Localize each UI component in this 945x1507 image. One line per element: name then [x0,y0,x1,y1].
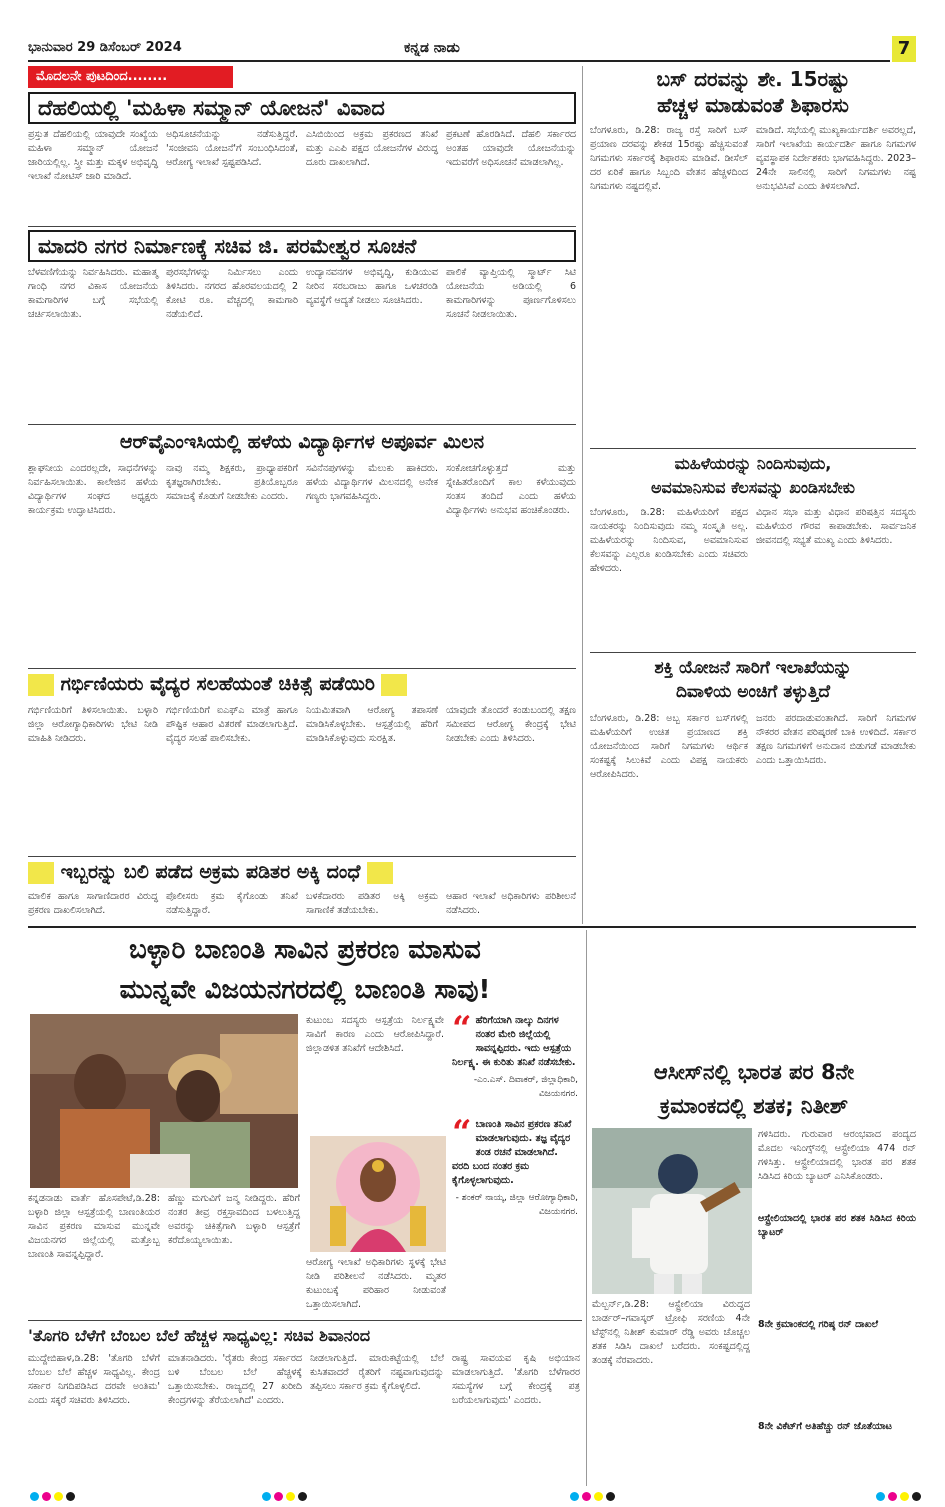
registration-dot [42,1492,51,1501]
registration-dot [570,1492,579,1501]
highlight-marker [28,862,54,884]
article-women-col1: ಬೆಂಗಳೂರು, ಡಿ.28: ಮಹಿಳೆಯರಿಗೆ ಪಕ್ಷದ ನಾಯಕರನ್ನು ನಿಂದಿಸುವುದು ನಮ್ಮ ಸಂಸ್ಕೃತಿ ಅಲ್ಲ. ಮಹಿಳೆಯರನ್ನು ನಿಂದಿಸುವ, ಅವಮಾನಿಸುವ ಕೆಲಸವನ್ನು ಎಲ್ಲರೂ ಖಂಡಿಸಬೇಕು ಎಂದು ಸಚಿವರು ಹೇಳಿದರು. [590,507,748,574]
article-pregnant-col3: ನಿಯಮಿತವಾಗಿ ಆರೋಗ್ಯ ತಪಾಸಣೆ ಮಾಡಿಸಿಕೊಳ್ಳಬೇಕು. ಆಸ್ಪತ್ರೆಯಲ್ಲಿ ಹೆರಿಗೆ ಮಾಡಿಸಿಕೊಳ್ಳುವುದು ಸುರಕ್ಷಿತ. [306,705,438,744]
nitish-subhead-3: 8ನೇ ವಿಕೆಟ್‌ಗೆ ಅತಿಹೆಚ್ಚು ರನ್ ಜೊತೆಯಾಟ [758,1421,892,1432]
article-alumni-col4: ಸಂಕೋಚಗೊಳ್ಳುತ್ತದೆ ಮತ್ತು ಸ್ನೇಹಿತರೊಂದಿಗೆ ಕಾಲ ಕಳೆಯುವುದು ಸಂತಸ ತಂದಿದೆ ಎಂದು ಹಳೆಯ ವಿದ್ಯಾರ್ಥಿಗಳು ಅನುಭವ ಹಂಚಿಕೊಂಡರು. [446,463,576,516]
quote-collector [452,1009,578,1114]
article-rice-col3: ಬಳಕೆದಾರರು ಪಡಿತರ ಅಕ್ಕಿ ಅಕ್ರಮ ಸಾಗಾಣಿಕೆ ತಡೆಯಬೇಕು. [306,891,438,916]
headline-toggari: 'ತೊಗರಿ ಬೆಳೆಗೆ ಬೆಂಬಲ ಬೆಲೆ ಹೆಚ್ಚಳ ಸಾಧ್ಯವಿಲ್ಲ: ಸಚಿವ ಶಿವಾನಂದ [28,1326,371,1345]
headline-rice-box [28,858,576,888]
article-nitish-col2: ಗಳಿಸಿದರು. ಗುರುವಾರ ಆರಂಭವಾದ ಪಂದ್ಯದ ಮೊದಲ ಇನಿಂಗ್ಸ್‌ನಲ್ಲಿ ಆಸ್ಟ್ರೇಲಿಯಾ 474 ರನ್ ಗಳಿಸಿತ್ತು. ಆಸ್ಟ್ರೇಲಿಯಾದಲ್ಲಿ ಭಾರತ ಪರ ಶತಕ ಸಿಡಿಸಿದ ಕಿರಿಯ ಬ್ಯಾಟರ್ ಎನಿಸಿಕೊಂಡರು. [758,1129,916,1182]
highlight-marker [28,674,54,696]
registration-marks-mid [262,1492,307,1501]
quote-health-text: ಬಾಣಂತಿ ಸಾವಿನ ಪ್ರಕರಣ ತನಿಖೆ ಮಾಡಲಾಗುವುದು. ತಜ್ಞ ವೈದ್ಯರ ತಂಡ ರಚನೆ ಮಾಡಲಾಗಿದೆ. ವರದಿ ಬಂದ ನಂತರ ಕ್ರಮ ಕೈಗೊಳ್ಳಲಾಗುವುದು. [452,1119,572,1186]
registration-dot [606,1492,615,1501]
headline-nitish-line2: ಕ್ರಮಾಂಕದಲ್ಲಿ ಶತಕ; ನಿತೀಶ್ [659,1094,849,1118]
headline-bus-line2: ಹೆಚ್ಚಳ ಮಾಡುವಂತೆ ಶಿಫಾರಸು [657,93,849,117]
registration-dot [582,1492,591,1501]
article-nagar-col4: ಪಾಲಿಕೆ ವ್ಯಾಪ್ತಿಯಲ್ಲಿ ಸ್ಮಾರ್ಟ್ ಸಿಟಿ ಯೋಜನೆಯ ಅಡಿಯಲ್ಲಿ 6 ಕಾಮಗಾರಿಗಳನ್ನು ಪೂರ್ಣಗೊಳಿಸಲು ಸೂಚನೆ ನೀಡಲಾಯಿತು. [446,267,576,320]
article-pregnant-col4: ಯಾವುದೇ ತೊಂದರೆ ಕಂಡುಬಂದಲ್ಲಿ ತಕ್ಷಣ ಸಮೀಪದ ಆರೋಗ್ಯ ಕೇಂದ್ರಕ್ಕೆ ಭೇಟಿ ನೀಡಬೇಕು ಎಂದು ತಿಳಿಸಿದರು. [446,705,576,744]
article-delhi-col4: ಪ್ರಕಟಣೆ ಹೊರಡಿಸಿದೆ. ದೆಹಲಿ ಸರ್ಕಾರದ ಅಂತಹ ಯಾವುದೇ ಯೋಜನೆಯನ್ನು ಇದುವರೆಗೆ ಅಧಿಸೂಚನೆ ಮಾಡಲಾಗಿಲ್ಲ. [446,129,576,168]
article-bus-col2: ಮಾಡಿದೆ. ಸಭೆಯಲ್ಲಿ ಮುಖ್ಯಕಾರ್ಯದರ್ಶಿ ಅವರಲ್ಲದೆ, ಸಾರಿಗೆ ಇಲಾಖೆಯ ಕಾರ್ಯದರ್ಶಿ ಹಾಗೂ ನಿಗಮಗಳ ವ್ಯವಸ್ಥಾಪಕ ನಿರ್ದೇಶಕರು ಭಾಗವಹಿಸಿದ್ದರು. 2023–24ನೇ ಸಾಲಿನಲ್ಲಿ ಸಾರಿಗೆ ನಿಗಮಗಳು ನಷ್ಟ ಅನುಭವಿಸಿವೆ ಎಂದು ತಿಳಿಸಲಾಗಿದೆ. [756,125,916,192]
quote-health-officer [452,1113,578,1230]
article-delhi-col1: ಪ್ರಸ್ತುತ ದೆಹಲಿಯಲ್ಲಿ ಯಾವುದೇ ಸಂಖ್ಯೆಯ ಮಹಿಳಾ ಸಮ್ಮಾನ್ ಯೋಜನೆ ಜಾರಿಯಲ್ಲಿಲ್ಲ. ಸ್ತ್ರೀ ಮತ್ತು ಮಕ್ಕಳ ಅಭಿವೃದ್ಧಿ ಇಲಾಖೆ ನೋಟಿಸ್ ಜಾರಿ ಮಾಡಿದೆ. [28,129,158,182]
quote-mark-icon: “ [452,1009,472,1049]
article-nagar-col3: ಉದ್ಯಾನವನಗಳ ಅಭಿವೃದ್ಧಿ, ಕುಡಿಯುವ ನೀರಿನ ಸರಬರಾಜು ಹಾಗೂ ಒಳಚರಂಡಿ ವ್ಯವಸ್ಥೆಗೆ ಆದ್ಯತೆ ನೀಡಲು ಸೂಚಿಸಿದರು. [306,267,438,306]
article-alumni-col1: ಶ್ಲಾಘನೀಯ ಎಂದರಲ್ಲದೇ, ಸಾಧನೆಗಳನ್ನು ನಿರ್ವಹಿಸಲಾಯಿತು. ಕಾಲೇಜಿನ ಹಳೆಯ ವಿದ್ಯಾರ್ಥಿಗಳ ಸಂಘದ ಅಧ್ಯಕ್ಷರು ಕಾರ್ಯಕ್ರಮ ಉದ್ಘಾಟಿಸಿದರು. [28,463,158,516]
article-rice-col2: ಪೊಲೀಸರು ಕ್ರಮ ಕೈಗೊಂಡು ತನಿಖೆ ನಡೆಸುತ್ತಿದ್ದಾರೆ. [166,891,298,916]
registration-dot [888,1492,897,1501]
headline-alumni: ಆರ್‌ವೈಎಂಇಸಿಯಲ್ಲಿ ಹಳೆಯ ವಿದ್ಯಾರ್ಥಿಗಳ ಅಪೂರ್ವ ಮಿಲನ [119,431,485,453]
rule [590,652,916,653]
article-ballari-col1: ಕನ್ನಡನಾಡು ವಾರ್ತೆ ಹೊಸಪೇಟೆ,ಡಿ.28: ಬಳ್ಳಾರಿ ಜಿಲ್ಲಾ ಆಸ್ಪತ್ರೆಯಲ್ಲಿ ಬಾಣಂತಿಯರ ಸಾವಿನ ಪ್ರಕರಣ ಮಾಸುವ ಮುನ್ನವೇ ವಿಜಯನಗರ ಜಿಲ್ಲೆಯಲ್ಲಿ ಮತ್ತೊಬ್ಬ ಬಾಣಂತಿ ಸಾವನ್ನಪ್ಪಿದ್ದಾರೆ. [28,1193,160,1260]
nitish-subhead-2: 8ನೇ ಕ್ರಮಾಂಕದಲ್ಲಿ ಗರಿಷ್ಠ ರನ್ ದಾಖಲೆ [758,1319,879,1330]
masthead: ಕನ್ನಡ ನಾಡು [404,40,460,56]
quote-collector-text: ಹೆರಿಗೆಯಾಗಿ ನಾಲ್ಕು ದಿನಗಳ ನಂತರ ಮೇರಿ ಜಿಲ್ಲೆಯಲ್ಲಿ ಸಾವನ್ನಪ್ಪಿದರು. ಇದು ಆಸ್ಪತ್ರೆಯ ನಿರ್ಲಕ್ಷ್ಯ. ಈ ಕುರಿತು ತನಿಖೆ ನಡೆಸಬೇಕು. [452,1015,576,1068]
highlight-marker [367,862,393,884]
photo-family [30,1014,298,1188]
page-number: 7 [892,36,916,62]
headline-pregnant: ಗರ್ಭಿಣಿಯರು ವೈದ್ಯರ ಸಲಹೆಯಂತೆ ಚಿಕಿತ್ಸೆ ಪಡೆಯಿರಿ [60,673,375,695]
registration-marks-left [30,1492,75,1501]
registration-dot [262,1492,271,1501]
headline-rice: ಇಬ್ಬರನ್ನು ಬಲಿ ಪಡೆದ ಅಕ್ರಮ ಪಡಿತರ ಅಕ್ಕಿ ದಂಧೆ [60,861,361,883]
highlight-marker [381,674,407,696]
photo-portrait [310,1136,446,1252]
nitish-subhead-1: ಆಸ್ಟ್ರೇಲಿಯಾದಲ್ಲಿ ಭಾರತ ಪರ ಶತಕ ಸಿಡಿಸಿದ ಕಿರಿಯ ಬ್ಯಾಟರ್ [758,1213,916,1238]
article-shakti-col2: ಜನರು ಪರದಾಡುವಂತಾಗಿದೆ. ಸಾರಿಗೆ ನಿಗಮಗಳ ನೌಕರರ ವೇತನ ಪರಿಷ್ಕರಣೆ ಬಾಕಿ ಉಳಿದಿದೆ. ಸರ್ಕಾರ ತಕ್ಷಣ ನಿಗಮಗಳಿಗೆ ಅನುದಾನ ಬಿಡುಗಡೆ ಮಾಡಬೇಕು ಎಂದು ಒತ್ತಾಯಿಸಿದರು. [756,713,916,766]
registration-dot [66,1492,75,1501]
article-rice-col1: ಮಾಲಿಕ ಹಾಗೂ ಸಾಗಾಣಿದಾರರ ವಿರುದ್ಧ ಪ್ರಕರಣ ದಾಖಲಿಸಲಾಗಿದೆ. [28,891,158,916]
rule [28,856,576,857]
headline-nagar: ಮಾದರಿ ನಗರ ನಿರ್ಮಾಣಕ್ಕೆ ಸಚಿವ ಜಿ. ಪರಮೇಶ್ವರ ಸೂಚನೆ [28,230,576,262]
headline-ballari-line1: ಬಳ್ಳಾರಿ ಬಾಣಂತಿ ಸಾವಿನ ಪ್ರಕರಣ ಮಾಸುವ [129,935,481,965]
rule [28,668,576,669]
article-nagar-col2: ಪುರಸಭೆಗಳನ್ನು ನಿರ್ಮಿಸಲು ಎಂದು ತಿಳಿಸಿದರು. ನಗರದ ಹೊರವಲಯದಲ್ಲಿ 2 ಕೋಟಿ ರೂ. ವೆಚ್ಚದಲ್ಲಿ ಕಾಮಗಾರಿ ನಡೆಯಲಿದೆ. [166,267,298,320]
registration-dot [274,1492,283,1501]
main-column-divider [582,66,583,924]
headline-pregnant-box [28,670,576,700]
article-alumni-col2: ನಾವು ನಮ್ಮ ಶಿಕ್ಷಕರು, ಪ್ರಾಧ್ಯಾಪಕರಿಗೆ ಕೃತಜ್ಞರಾಗಿರಬೇಕು. ಪ್ರತಿಯೊಬ್ಬರೂ ಸಮಾಜಕ್ಕೆ ಕೊಡುಗೆ ನೀಡಬೇಕು ಎಂದರು. [166,463,298,502]
article-nitish-col1: ಮೆಲ್ಬರ್ನ್,ಡಿ.28: ಆಸ್ಟ್ರೇಲಿಯಾ ವಿರುದ್ಧದ ಬಾರ್ಡರ್–ಗವಾಸ್ಕರ್ ಟ್ರೋಫಿ ಸರಣಿಯ 4ನೇ ಟೆಸ್ಟ್‌ನಲ್ಲಿ ನಿತೀಶ್ ಕುಮಾರ್ ರೆಡ್ಡಿ ಅವರು ಚೊಚ್ಚಲ ಶತಕ ಸಿಡಿಸಿ ದಾಖಲೆ ಬರೆದರು. ಸಂಕಷ್ಟದಲ್ಲಿದ್ದ ತಂಡಕ್ಕೆ ನೆರವಾದರು. [592,1299,750,1366]
photo-cricketer [592,1128,752,1294]
article-delhi-col2: ಅಧಿಸೂಚನೆಯನ್ನು ನಡೆಸುತ್ತಿದ್ದರೆ. 'ಸಂಜೀವನಿ ಯೋಜನೆ'ಗೆ ಸಂಬಂಧಿಸಿದಂತೆ, ಆರೋಗ್ಯ ಇಲಾಖೆ ಸ್ಪಷ್ಟಪಡಿಸಿದೆ. [166,129,298,168]
column-divider [586,930,587,1486]
article-bus-col1: ಬೆಂಗಳೂರು, ಡಿ.28: ರಾಜ್ಯ ರಸ್ತೆ ಸಾರಿಗೆ ಬಸ್ ಪ್ರಯಾಣ ದರವನ್ನು ಶೇಕಡ 15ರಷ್ಟು ಹೆಚ್ಚಿಸುವಂತೆ ನಿಗಮಗಳು ಸರ್ಕಾರಕ್ಕೆ ಶಿಫಾರಸು ಮಾಡಿವೆ. ಡೀಸೆಲ್ ದರ ಏರಿಕೆ ಹಾಗೂ ಸಿಬ್ಬಂದಿ ವೇತನ ಹೆಚ್ಚಳದಿಂದ ನಿಗಮಗಳು ನಷ್ಟದಲ್ಲಿವೆ. [590,125,748,192]
headline-ballari-line2: ಮುನ್ನವೇ ವಿಜಯನಗರದಲ್ಲಿ ಬಾಣಂತಿ ಸಾವು! [119,975,491,1005]
header-rule [28,60,890,62]
article-toggari-col4: ರಾಷ್ಟ್ರ ಸಾವಯವ ಕೃಷಿ ಅಭಿಯಾನ ಮಾಡಲಾಗುತ್ತಿದೆ. 'ತೊಗರಿ ಬೆಳೆಗಾರರ ಸಮಸ್ಯೆಗಳ ಬಗ್ಗೆ ಕೇಂದ್ರಕ್ಕೆ ಪತ್ರ ಬರೆಯಲಾಗುವುದು' ಎಂದರು. [452,1353,580,1406]
registration-dot [30,1492,39,1501]
registration-dot [594,1492,603,1501]
article-women-col2: ವಿಧಾನ ಸಭಾ ಮತ್ತು ವಿಧಾನ ಪರಿಷತ್ತಿನ ಸದಸ್ಯರು ಮಹಿಳೆಯರ ಗೌರವ ಕಾಪಾಡಬೇಕು. ಸಾರ್ವಜನಿಕ ಜೀವನದಲ್ಲಿ ಸಭ್ಯತೆ ಮುಖ್ಯ ಎಂದು ತಿಳಿಸಿದರು. [756,507,916,546]
headline-women-line2: ಅವಮಾನಿಸುವ ಕೆಲಸವನ್ನು ಖಂಡಿಸಬೇಕು [651,478,855,497]
article-toggari-col3: ನೀಡಲಾಗುತ್ತಿದೆ. ಮಾರುಕಟ್ಟೆಯಲ್ಲಿ ಬೆಲೆ ಕುಸಿತವಾದರೆ ರೈತರಿಗೆ ನಷ್ಟವಾಗುವುದನ್ನು ತಪ್ಪಿಸಲು ಸರ್ಕಾರ ಕ್ರಮ ಕೈಗೊಳ್ಳಲಿದೆ. [310,1353,444,1392]
registration-dot [298,1492,307,1501]
quote-mark-icon: “ [452,1113,472,1153]
registration-dot [876,1492,885,1501]
headline-nitish-line1: ಆಸೀಸ್‌ನಲ್ಲಿ ಭಾರತ ಪರ 8ನೇ [653,1060,855,1084]
headline-delhi: ದೆಹಲಿಯಲ್ಲಿ 'ಮಹಿಳಾ ಸಮ್ಮಾನ್ ಯೋಜನೆ' ವಿವಾದ [28,92,576,124]
article-alumni-col3: ಸವಿನೆನಪುಗಳನ್ನು ಮೆಲುಕು ಹಾಕಿದರು. ಹಳೆಯ ವಿದ್ಯಾರ್ಥಿಗಳ ಮಿಲನದಲ್ಲಿ ಅನೇಕ ಗಣ್ಯರು ಭಾಗವಹಿಸಿದ್ದರು. [306,463,438,502]
section-label: ಮೊದಲನೇ ಪುಟದಿಂದ........ [28,66,233,88]
registration-dot [912,1492,921,1501]
quote-health-attribution: - ಶಂಕರ್ ನಾಯ್ಕ, ಜಿಲ್ಲಾ ಆರೋಗ್ಯಾಧಿಕಾರಿ, ವಿಜಯನಗರ. [455,1193,578,1217]
article-nagar-col1: ಬೆಳವಣಿಗೆಯನ್ನು ನಿರ್ವಹಿಸಿದರು. ಮಹಾತ್ಮ ಗಾಂಧಿ ನಗರ ವಿಕಾಸ ಯೋಜನೆಯ ಕಾಮಗಾರಿಗಳ ಬಗ್ಗೆ ಸಭೆಯಲ್ಲಿ ಚರ್ಚಿಸಲಾಯಿತು. [28,267,158,320]
page-header [0,0,945,62]
issue-date: ಭಾನುವಾರ 29 ಡಿಸೆಂಬರ್ 2024 [28,40,182,55]
registration-dot [286,1492,295,1501]
article-toggari-col2: ಮಾತನಾಡಿದರು. 'ರೈತರು ಕೇಂದ್ರ ಸರ್ಕಾರದ ಬಳಿ ಬೆಂಬಲ ಬೆಲೆ ಹೆಚ್ಚಳಕ್ಕೆ ಒತ್ತಾಯಿಸಬೇಕು. ರಾಜ್ಯದಲ್ಲಿ 27 ಖರೀದಿ ಕೇಂದ್ರಗಳನ್ನು ತೆರೆಯಲಾಗಿದೆ' ಎಂದರು. [168,1353,302,1406]
headline-shakti-line2: ದಿವಾಳಿಯ ಅಂಚಿಗೆ ತಳ್ಳುತ್ತಿದೆ [675,682,831,702]
article-delhi-col3: ಎಸಿಬಿಯಿಂದ ಅಕ್ರಮ ಪ್ರಕರಣದ ತನಿಖೆ ಮತ್ತು ಎಎಪಿ ಪಕ್ಷದ ಯೋಜನೆಗಳ ವಿರುದ್ಧ ದೂರು ದಾಖಲಾಗಿದೆ. [306,129,438,168]
article-ballari-col2: ಹೆಣ್ಣು ಮಗುವಿಗೆ ಜನ್ಮ ನೀಡಿದ್ದರು. ಹೆರಿಗೆ ನಂತರ ತೀವ್ರ ರಕ್ತಸ್ರಾವದಿಂದ ಬಳಲುತ್ತಿದ್ದ ಅವರನ್ನು ಚಿಕಿತ್ಸೆಗಾಗಿ ಬಳ್ಳಾರಿ ಆಸ್ಪತ್ರೆಗೆ ಕರೆದೊಯ್ಯಲಾಯಿತು. [168,1193,300,1246]
rule [28,226,576,227]
article-rice-col4: ಆಹಾರ ಇಲಾಖೆ ಅಧಿಕಾರಿಗಳು ಪರಿಶೀಲನೆ ನಡೆಸಿದರು. [446,891,576,916]
registration-marks-far-right [876,1492,921,1501]
headline-bus-line1: ಬಸ್ ದರವನ್ನು ಶೇ. 15ರಷ್ಟು [656,67,850,91]
rule [28,926,916,928]
article-toggari-col1: ಮುದ್ದೇಬಿಹಾಳ,ಡಿ.28: 'ತೊಗರಿ ಬೆಳೆಗೆ ಬೆಂಬಲ ಬೆಲೆ ಹೆಚ್ಚಳ ಸಾಧ್ಯವಿಲ್ಲ. ಕೇಂದ್ರ ಸರ್ಕಾರ ನಿಗದಿಪಡಿಸಿದ ದರವೇ ಅಂತಿಮ' ಎಂದು ಸಕ್ಕರೆ ಸಚಿವರು ತಿಳಿಸಿದರು. [28,1353,160,1406]
headline-shakti-line1: ಶಕ್ತಿ ಯೋಜನೆ ಸಾರಿಗೆ ಇಲಾಖೆಯನ್ನು [654,658,852,678]
headline-women-line1: ಮಹಿಳೆಯರನ್ನು ನಿಂದಿಸುವುದು, [674,454,832,473]
article-shakti-col1: ಬೆಂಗಳೂರು, ಡಿ.28: ಅಬ್ಬ ಸರ್ಕಾರ ಬಸ್‌ಗಳಲ್ಲಿ ಮಹಿಳೆಯರಿಗೆ ಉಚಿತ ಪ್ರಯಾಣದ ಶಕ್ತಿ ಯೋಜನೆಯಿಂದ ಸಾರಿಗೆ ನಿಗಮಗಳು ಆರ್ಥಿಕ ಸಂಕಷ್ಟಕ್ಕೆ ಸಿಲುಕಿವೆ ಎಂದು ವಿಪಕ್ಷ ನಾಯಕರು ಆರೋಪಿಸಿದರು. [590,713,748,780]
article-pregnant-col2: ಗರ್ಭಿಣಿಯರಿಗೆ ಐಎಫ್‌ಎ ಮಾತ್ರೆ ಹಾಗೂ ಪೌಷ್ಟಿಕ ಆಹಾರ ವಿತರಣೆ ಮಾಡಲಾಗುತ್ತಿದೆ. ವೈದ್ಯರ ಸಲಹೆ ಪಾಲಿಸಬೇಕು. [166,705,298,744]
quote-collector-attribution: -ಎಂ.ಎಸ್. ದಿವಾಕರ್, ಜಿಲ್ಲಾಧಿಕಾರಿ, ವಿಜಯನಗರ. [473,1075,578,1099]
registration-dot [900,1492,909,1501]
registration-dot [54,1492,63,1501]
article-pregnant-col1: ಗರ್ಭಿಣಿಯರಿಗೆ ತಿಳಿಸಲಾಯಿತು. ಬಳ್ಳಾರಿ ಜಿಲ್ಲಾ ಆರೋಗ್ಯಾಧಿಕಾರಿಗಳು ಭೇಟಿ ನೀಡಿ ಮಾಹಿತಿ ನೀಡಿದರು. [28,705,158,744]
rule [28,424,576,425]
rule [28,1320,582,1321]
article-ballari-col3: ಕುಟುಂಬ ಸದಸ್ಯರು ಆಸ್ಪತ್ರೆಯ ನಿರ್ಲಕ್ಷ್ಯವೇ ಸಾವಿಗೆ ಕಾರಣ ಎಂದು ಆರೋಪಿಸಿದ್ದಾರೆ. ಜಿಲ್ಲಾಡಳಿತ ತನಿಖೆಗೆ ಆದೇಶಿಸಿದೆ. [306,1015,444,1054]
rule [590,448,916,449]
registration-marks-right [570,1492,615,1501]
article-ballari-col4: ಆರೋಗ್ಯ ಇಲಾಖೆ ಅಧಿಕಾರಿಗಳು ಸ್ಥಳಕ್ಕೆ ಭೇಟಿ ನೀಡಿ ಪರಿಶೀಲನೆ ನಡೆಸಿದರು. ಮೃತರ ಕುಟುಂಬಕ್ಕೆ ಪರಿಹಾರ ನೀಡುವಂತೆ ಒತ್ತಾಯಿಸಲಾಗಿದೆ. [306,1257,446,1310]
